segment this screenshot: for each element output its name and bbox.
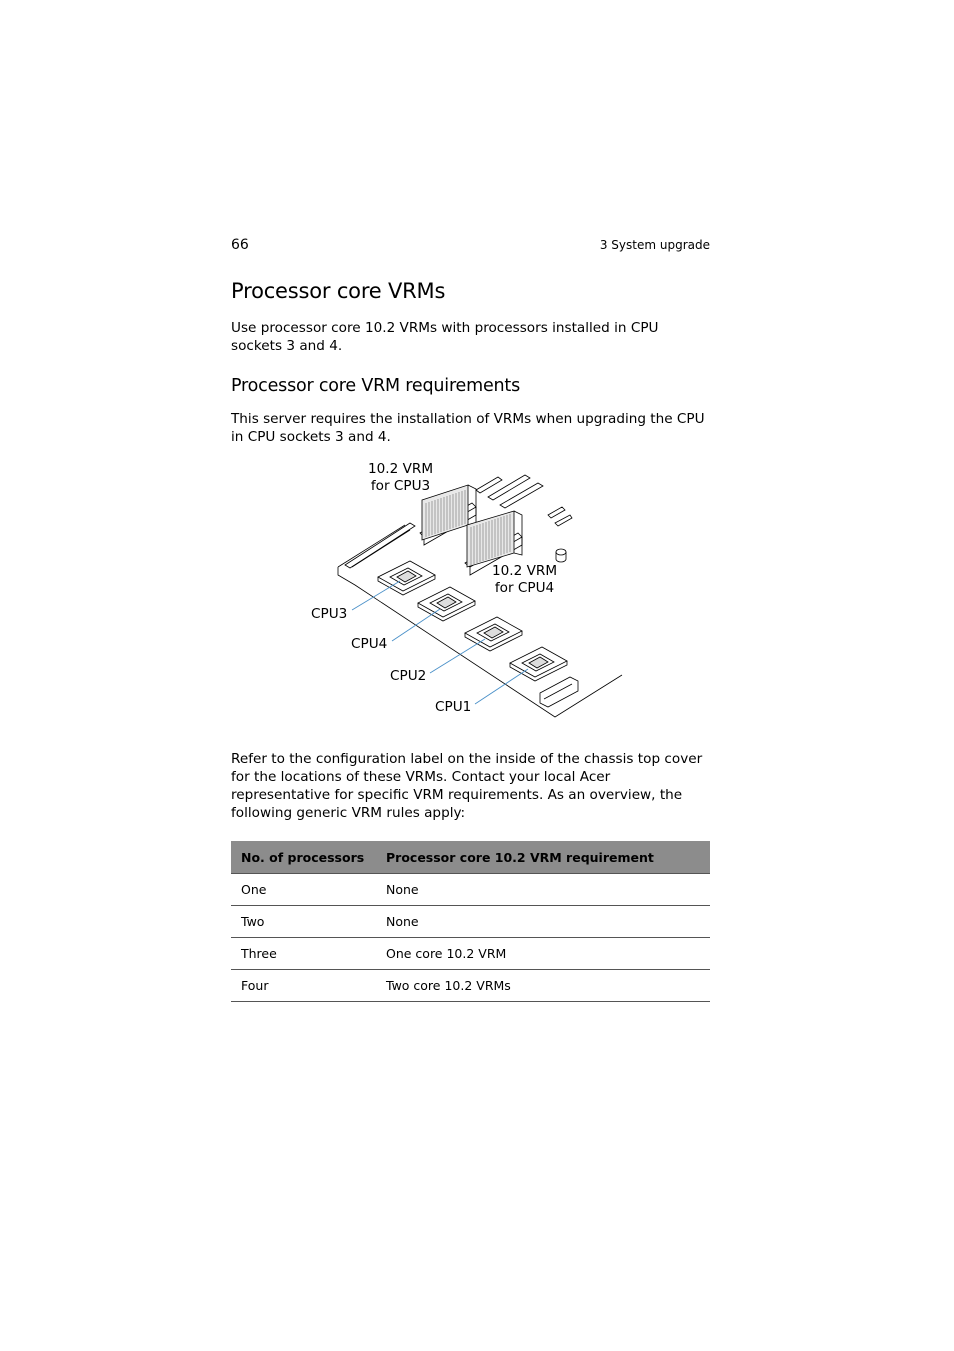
table-row [231,906,710,938]
label-cpu3: CPU3 [311,606,348,622]
label-vrm-cpu3 [368,461,433,495]
label-vrm-cpu3-line1: 10.2 VRM [368,461,434,477]
motherboard-vrm-figure [300,455,640,730]
label-cpu4: CPU4 [351,636,388,652]
cell-requirement: None [376,874,710,906]
label-cpu2: CPU2 [390,668,427,684]
page-number: 66 [231,237,249,253]
cell-requirement: None [376,906,710,938]
table-row [231,874,710,906]
requirement-paragraph: This server requires the installation of VRMs when upgrading the CPU in CPU sockets 3 and 4. [231,411,705,445]
table-header-row [231,841,710,874]
vrm-requirements-table [231,841,710,1002]
cell-processors: Four [231,970,376,1002]
cell-processors: Three [231,938,376,970]
motherboard-illustration [300,455,640,730]
label-vrm-cpu4-line2: for CPU4 [494,580,555,596]
table-row [231,970,710,1002]
header-vrm-requirement: Processor core 10.2 VRM requirement [376,841,710,874]
table-row [231,938,710,970]
chapter-title: 3 System upgrade [599,238,710,252]
cell-processors: Two [231,906,376,938]
section-title: Processor core VRMs [231,279,446,303]
label-vrm-cpu3-line2: for CPU3 [370,478,431,494]
subsection-title: Processor core VRM requirements [231,376,521,396]
overview-paragraph: Refer to the configuration label on the inside of the chassis top cover for the locations of these VRMs. Contact your local Acer representative for specific VRM requirements. As an overview, the following generic VRM rules apply: [231,751,703,821]
label-vrm-cpu4-line1: 10.2 VRM [492,563,558,579]
header-processors: No. of processors [231,841,376,874]
cell-processors: One [231,874,376,906]
cell-requirement: One core 10.2 VRM [376,938,710,970]
intro-paragraph: Use processor core 10.2 VRMs with processors installed in CPU sockets 3 and 4. [231,320,659,354]
label-cpu1: CPU1 [435,699,472,715]
cell-requirement: Two core 10.2 VRMs [376,970,710,1002]
label-vrm-cpu4 [492,563,557,597]
